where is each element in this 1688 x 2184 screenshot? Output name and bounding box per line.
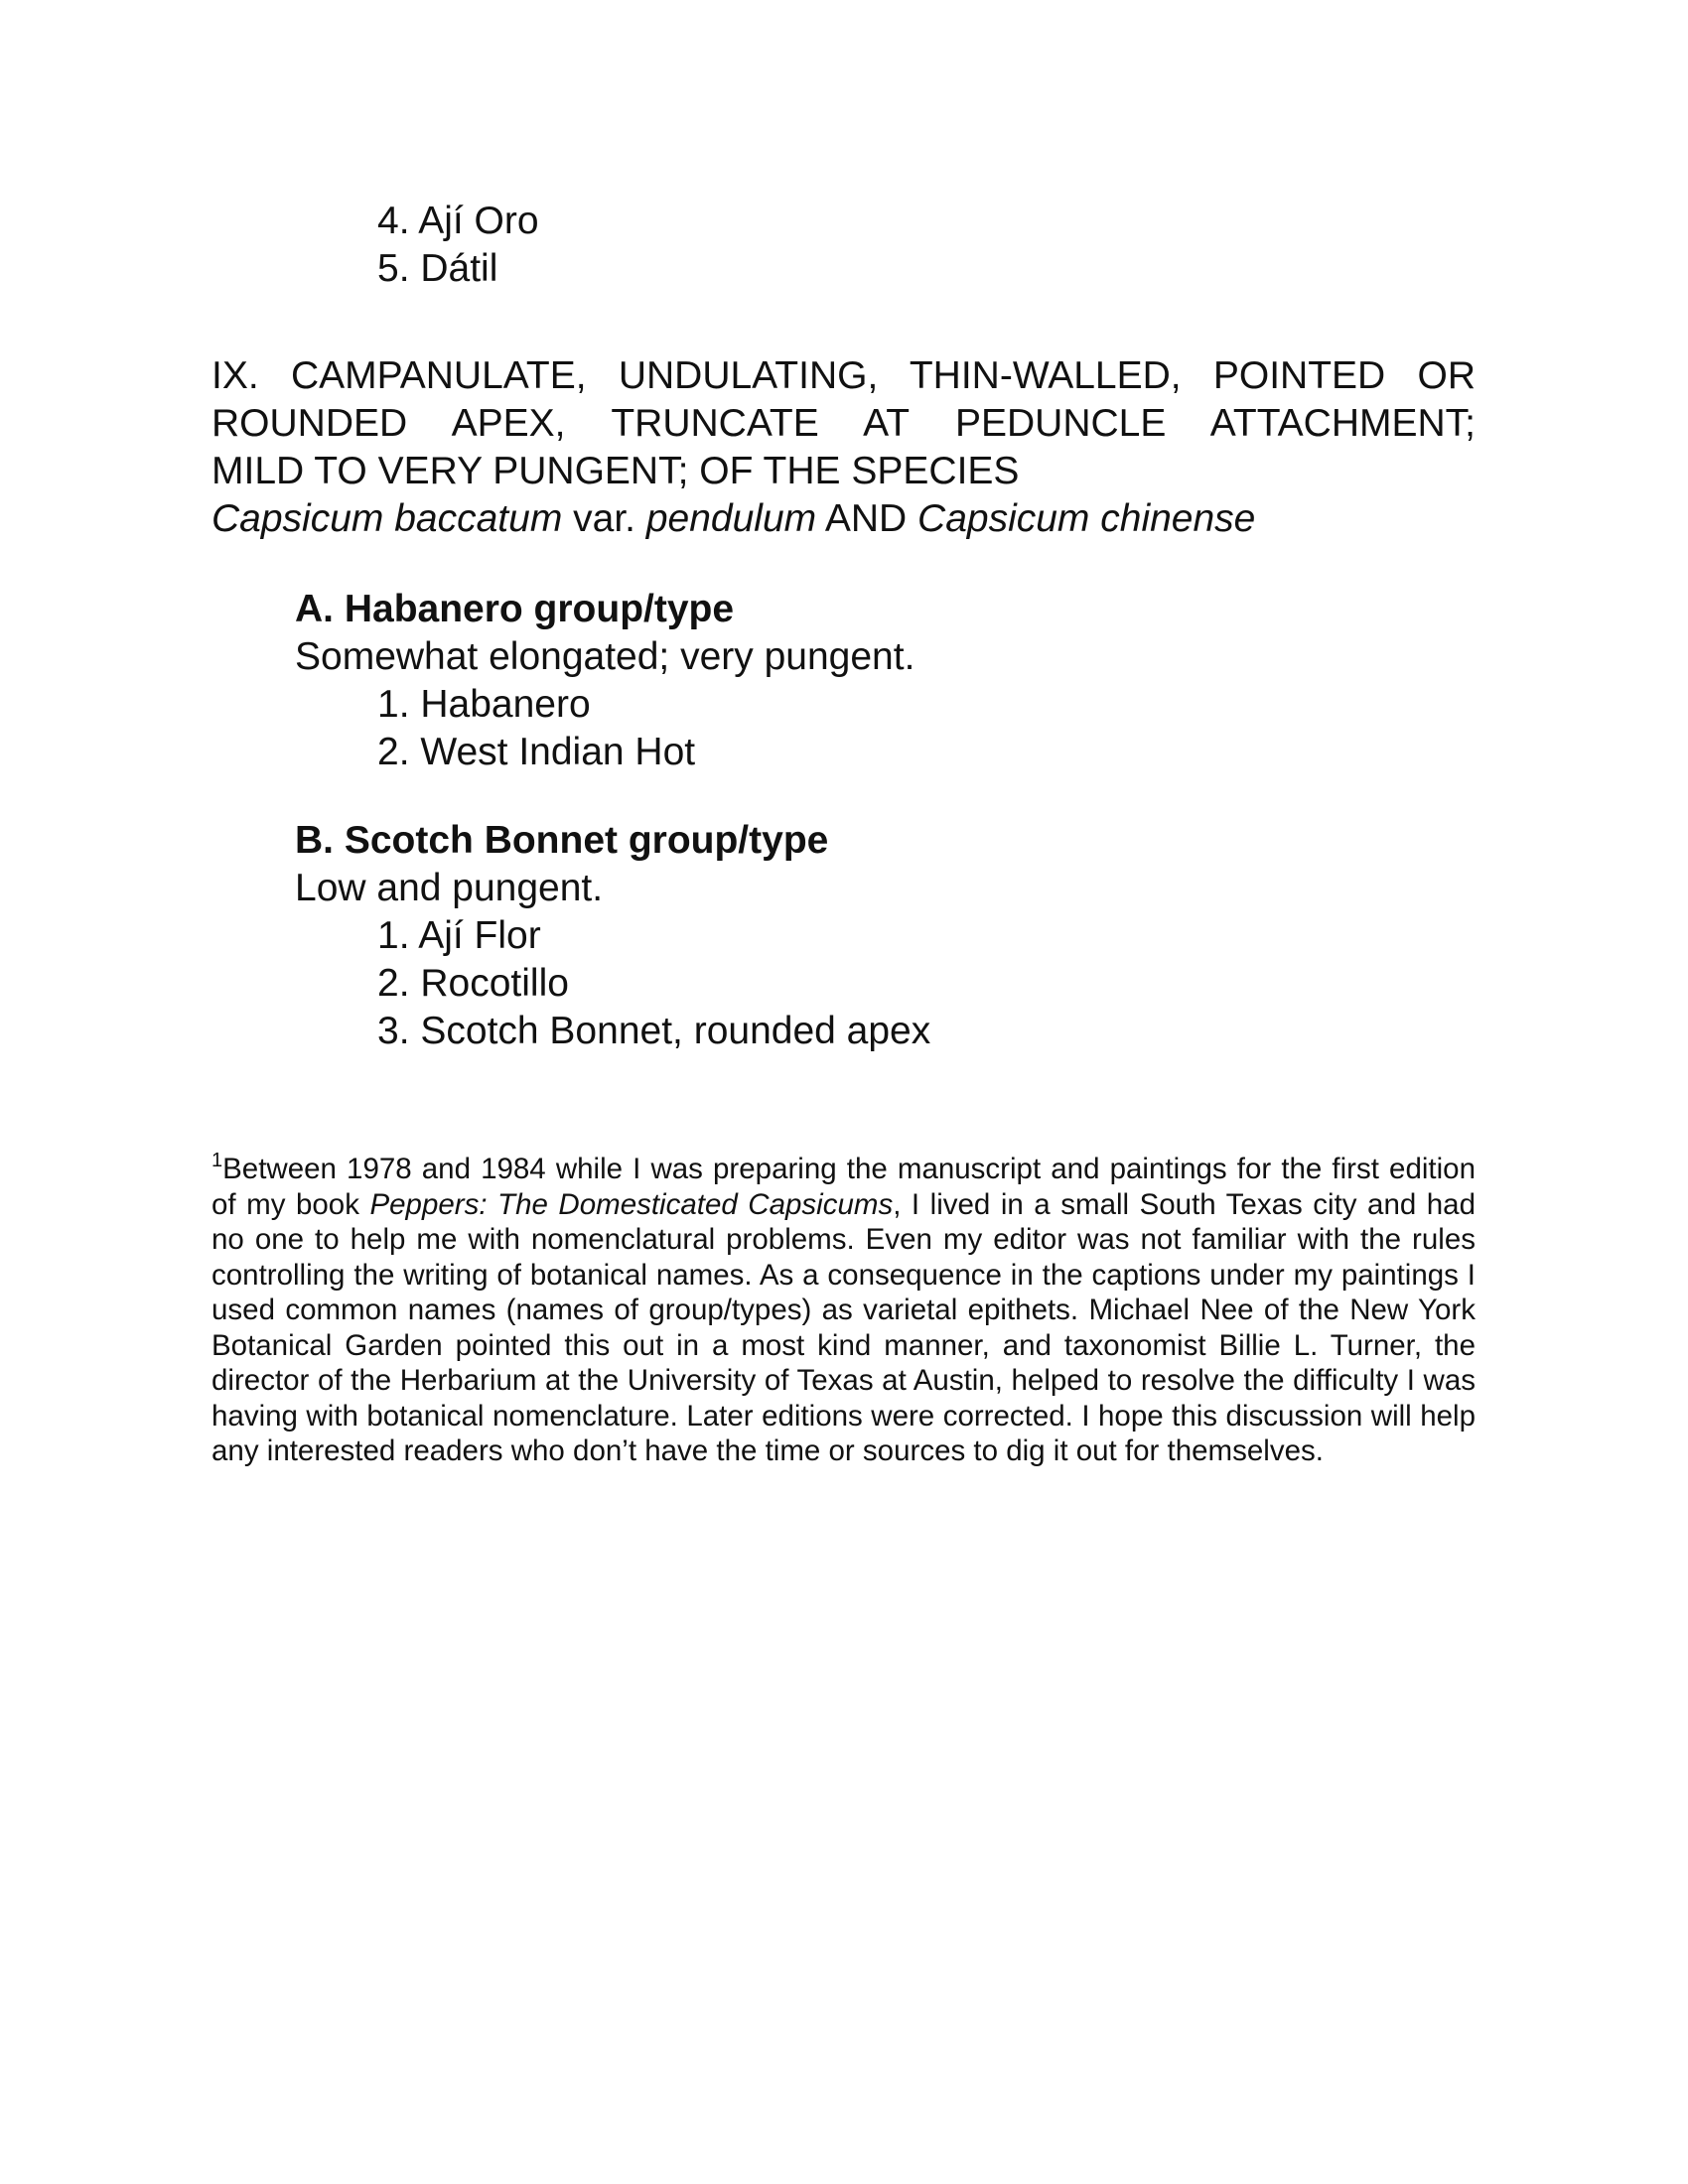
species-line: [211, 495, 1476, 543]
list-item: 4. Ají Oro: [377, 200, 539, 242]
section-heading-line: ROUNDED APEX, TRUNCATE AT PEDUNCLE ATTACHMENT;: [211, 402, 1476, 445]
list-item: 5. Dátil: [377, 247, 498, 290]
group-title: B. Scotch Bonnet group/type: [295, 819, 829, 862]
section-heading-line: IX. CAMPANULATE, UNDULATING, THIN-WALLED, POINTED OR: [211, 354, 1476, 397]
species-variety: pendulum: [645, 497, 817, 540]
species-name: Capsicum baccatum: [211, 497, 563, 540]
book-title: Peppers: The Domesticated Capsicums: [369, 1187, 894, 1221]
footnote: [211, 1152, 1476, 1469]
group-description: Low and pungent.: [295, 867, 604, 909]
section-heading-line: MILD TO VERY PUNGENT; OF THE SPECIES: [211, 450, 1020, 492]
group-description: Somewhat elongated; very pungent.: [295, 635, 915, 678]
footnote-text: , I lived in a small South Texas city and had no one to help me with nomenclatural problems. Even my editor was not familiar with the rules controlling the writing of botanical names. As a consequence in the captions under my paintings I used common names (names of group/types) as varietal epithets. Michael Nee of the New York Botanical Garden pointed this out in a most kind manner, and taxonomist Billie L. Turner, the director of the Herbarium at the University of Texas at Austin, helped to resolve the difficulty I was having with botanical nomenclature. Later editions were corrected. I hope this discussion will help any interested readers who don’t have the time or sources to dig it out for themselves.: [211, 1187, 1476, 1467]
scotch-bonnet-group: [295, 817, 1387, 1055]
list-item: 3. Scotch Bonnet, rounded apex: [377, 1010, 931, 1052]
group-item-list: [295, 681, 1387, 776]
habanero-group: [295, 586, 1387, 776]
list-item: 1. Habanero: [377, 683, 591, 726]
species-connector: AND: [816, 497, 918, 540]
list-item: 2. Rocotillo: [377, 962, 569, 1005]
species-connector: var.: [562, 497, 646, 540]
footnote-marker: 1: [211, 1150, 223, 1171]
list-item: 2. West Indian Hot: [377, 731, 696, 773]
list-item: 1. Ají Flor: [377, 914, 541, 957]
carryover-list: [377, 198, 539, 293]
section-heading: [211, 352, 1476, 543]
group-title: A. Habanero group/type: [295, 588, 735, 630]
group-item-list: [295, 912, 1387, 1055]
species-name: Capsicum chinense: [917, 497, 1256, 540]
footnote-text: Between 1978 and 1984 while I was preparing the manuscript and paintings for the first edition of my book: [211, 1153, 1476, 1221]
